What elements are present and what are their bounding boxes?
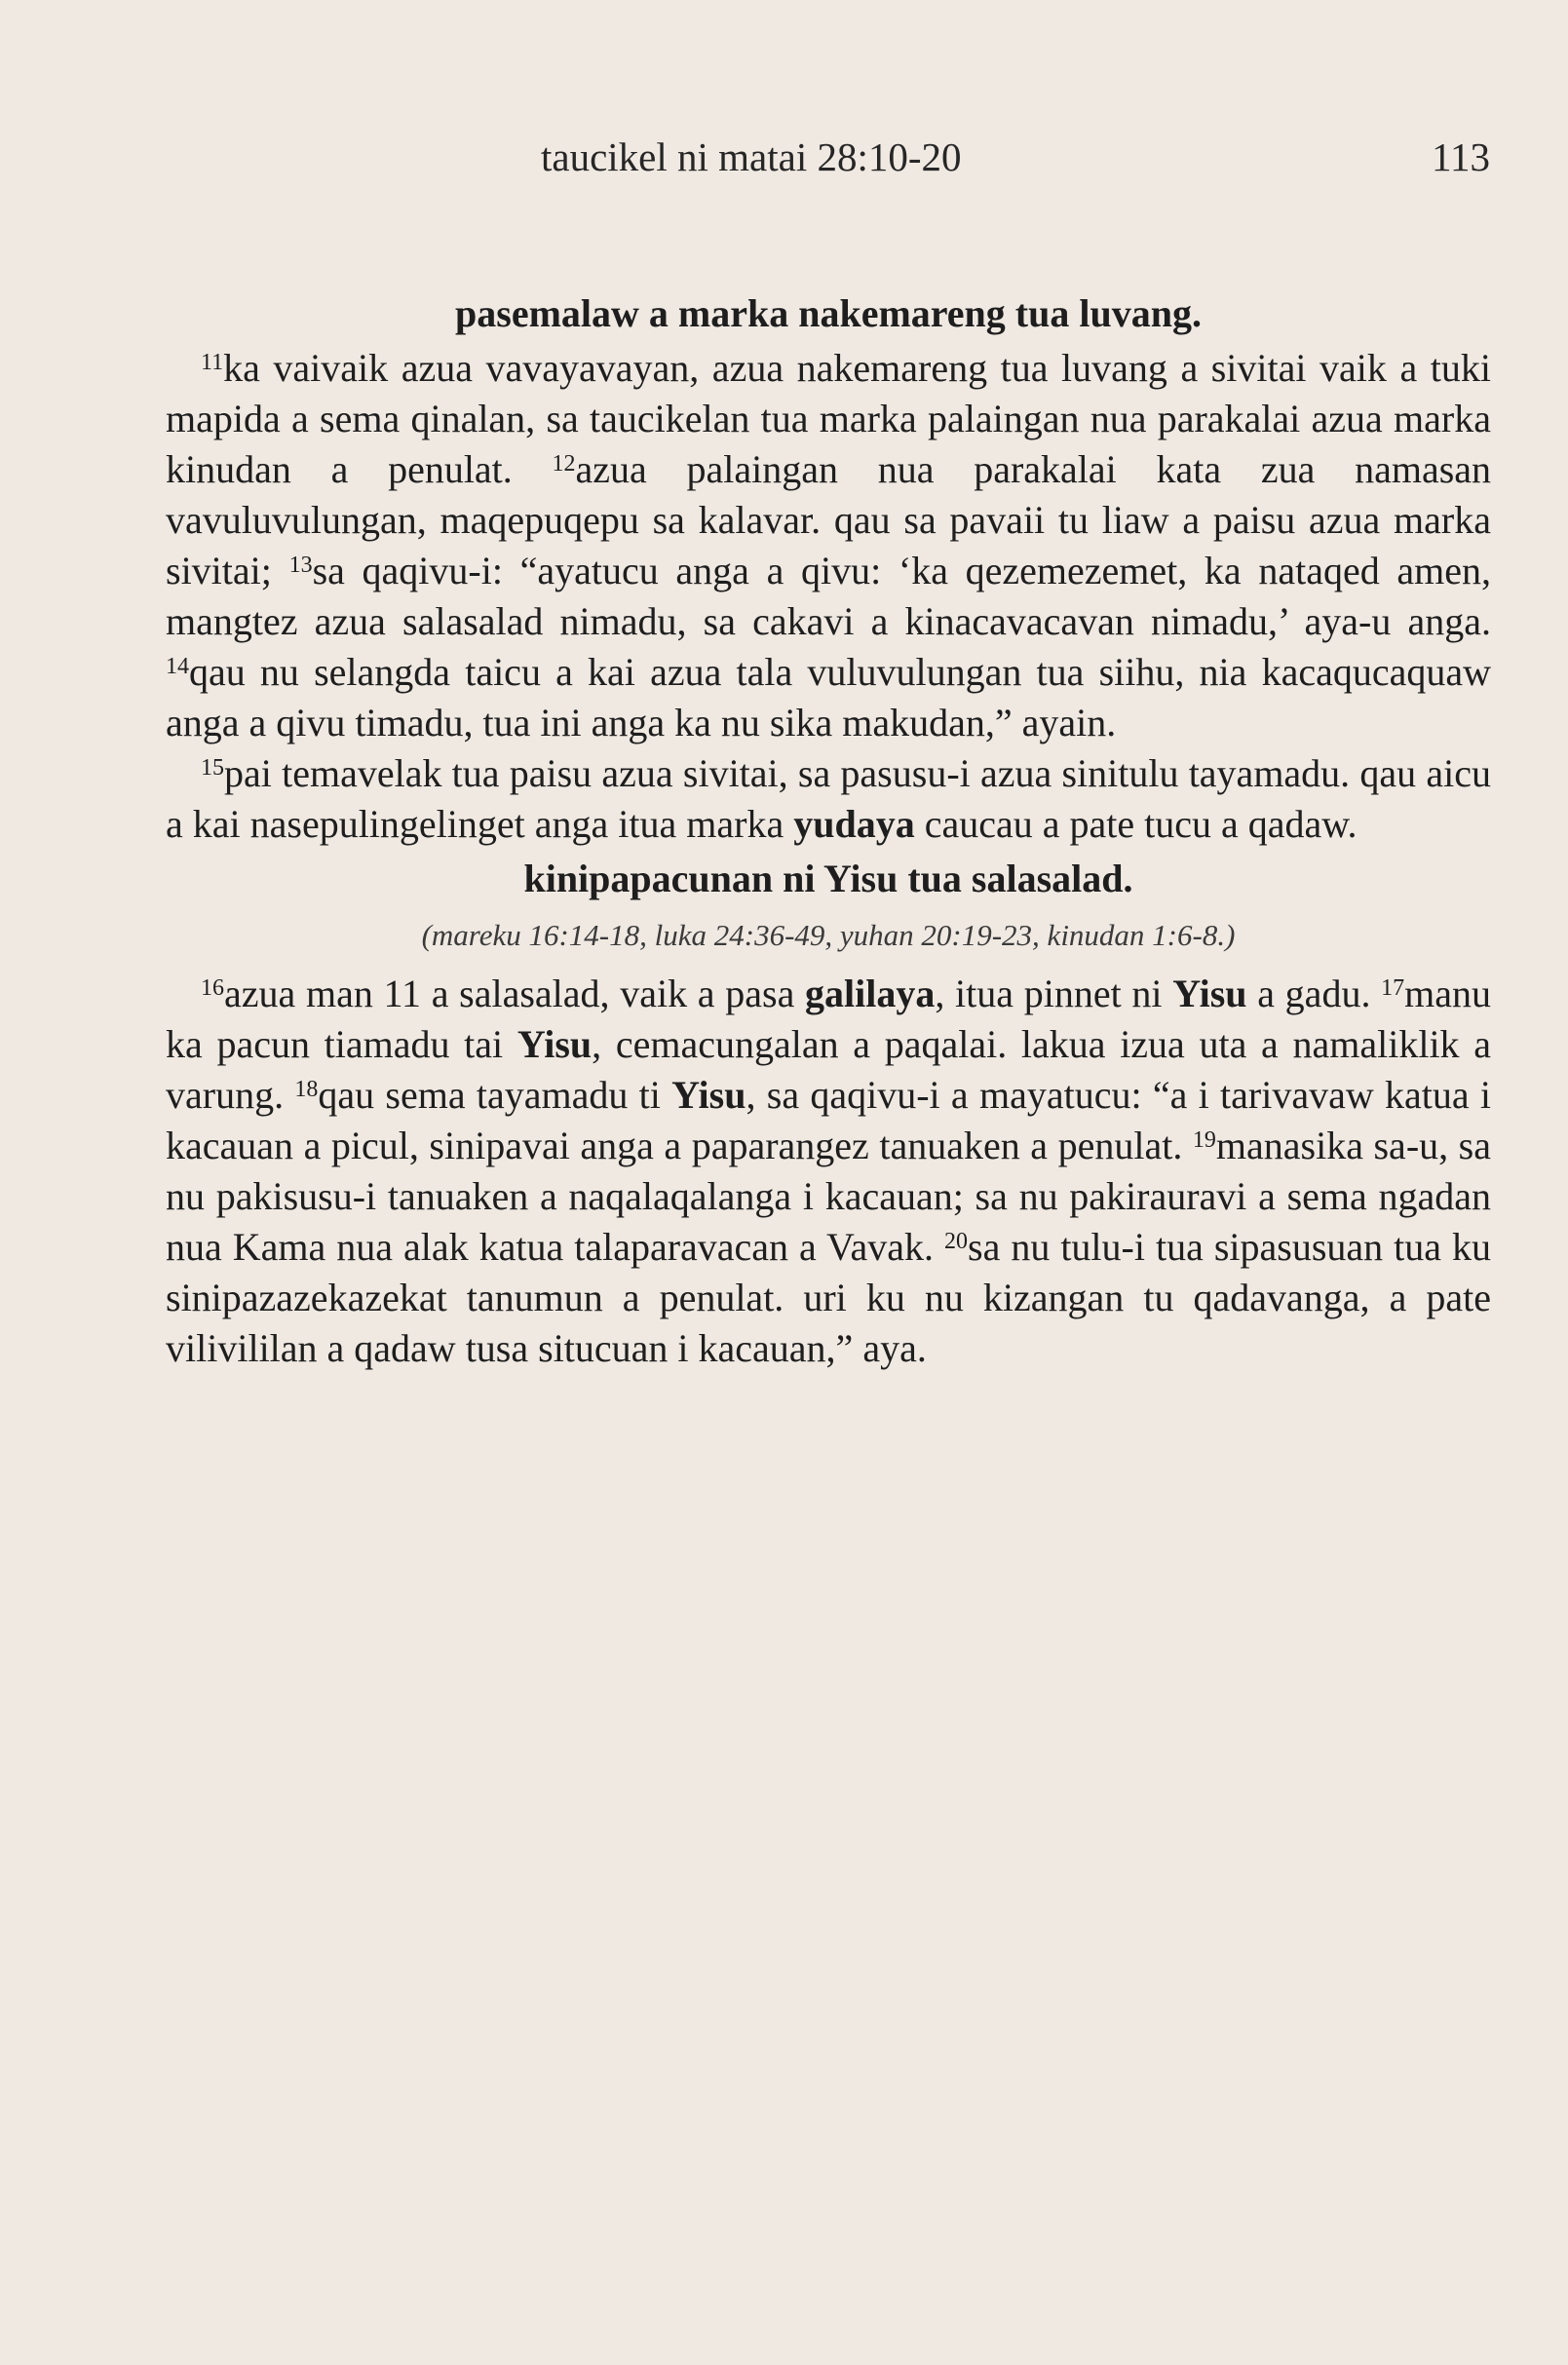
verse-number: 18: [294, 1077, 319, 1102]
verse-text: manasika sa-u, sa nu pakisusu-i tanuaken a naqalaqalanga i kacauan; sa nu pakirauravi a sema ngadan nua Kama nua alak katua talaparavacan a Vavak.: [166, 1124, 1492, 1269]
verse-text: a gadu.: [1246, 972, 1371, 1015]
verse-text: azua palaingan nua parakalai kata zua namasan vavuluvulungan, maqepuqepu sa kalavar. qau sa pavaii tu liaw a paisu azua marka sivitai;: [166, 447, 1492, 592]
proper-name: galilaya: [805, 972, 936, 1015]
verse-number: 12: [552, 451, 576, 477]
verse-text: , itua pinnet ni: [935, 972, 1173, 1015]
cross-reference: (mareku 16:14-18, luka 24:36-49, yuhan 20:19-23, kinudan 1:6-8.): [421, 918, 1236, 952]
verse-number: 13: [288, 553, 313, 578]
verse-text: azua man 11 a salasalad, vaik a pasa: [224, 972, 806, 1015]
page-number: 113: [1432, 134, 1490, 179]
paragraph: [166, 748, 1491, 850]
verse-text: manu ka pacun tiamadu tai: [166, 972, 1492, 1066]
verse-number: 11: [201, 350, 224, 375]
proper-name: yudaya: [793, 802, 915, 846]
verse-text: , sa qaqivu-i a mayatucu: “a i tarivavaw katua i kacauan a picul, sinipavai anga a paparangez tanuaken a penulat.: [166, 1073, 1492, 1167]
verse-text: pai temavelak tua paisu azua sivitai, sa pasusu-i azua sinitulu tayamadu. qau aicu a kai nasepulingelinget anga itua marka: [166, 751, 1491, 846]
verse-number: 20: [944, 1229, 969, 1254]
proper-name: Yisu: [671, 1073, 746, 1117]
section-heading-continued: pasemalaw a marka nakemareng tua luvang.: [455, 291, 1202, 335]
verse-number: 14: [166, 654, 189, 679]
paragraph: [166, 343, 1491, 748]
verse-text: caucau a pate tucu a qadaw.: [914, 802, 1358, 846]
page-body: [166, 285, 1491, 1374]
verse-number: 16: [201, 975, 224, 1001]
proper-name: Yisu: [1172, 972, 1247, 1015]
proper-name: Yisu: [516, 1022, 593, 1066]
verse-number: 15: [201, 755, 224, 781]
section-heading: kinipapacunan ni Yisu tua salasalad.: [523, 857, 1133, 900]
paragraph: [166, 969, 1491, 1374]
verse-text: , cemacungalan a paqalai. lakua izua uta a namaliklik a varung.: [166, 1022, 1491, 1117]
verse-text: ka vaivaik azua vavayavayan, azua nakemareng tua luvang a sivitai vaik a tuki mapida a sema qinalan, sa taucikelan tua marka palaingan nua parakalai azua marka kinudan a penulat.: [166, 346, 1491, 491]
verse-number: 17: [1381, 975, 1405, 1001]
verse-text: qau nu selangda taicu a kai azua tala vuluvulungan tua siihu, nia kacaqucaquaw anga a qivu timadu, tua ini anga ka nu sika makudan,” ayain.: [166, 650, 1491, 744]
verse-number: 19: [1192, 1127, 1216, 1153]
verse-text: sa nu tulu-i tua sipasusuan tua ku sinipazazekazekat tanumun a penulat. uri ku nu kizangan tu qadavanga, a pate vilivililan a qadaw tusa situcuan i kacauan,” aya.: [166, 1225, 1491, 1370]
running-title: taucikel ni matai 28:10-20: [541, 134, 962, 179]
verse-text: qau sema tayamadu ti: [318, 1073, 672, 1117]
verse-text: sa qaqivu-i: “ayatucu anga a qivu: ‘ka qezemezemet, ka nataqed amen, mangtez azua salasalad nimadu, sa cakavi a kinacavacavan nimadu,’ aya-u anga.: [166, 549, 1492, 643]
